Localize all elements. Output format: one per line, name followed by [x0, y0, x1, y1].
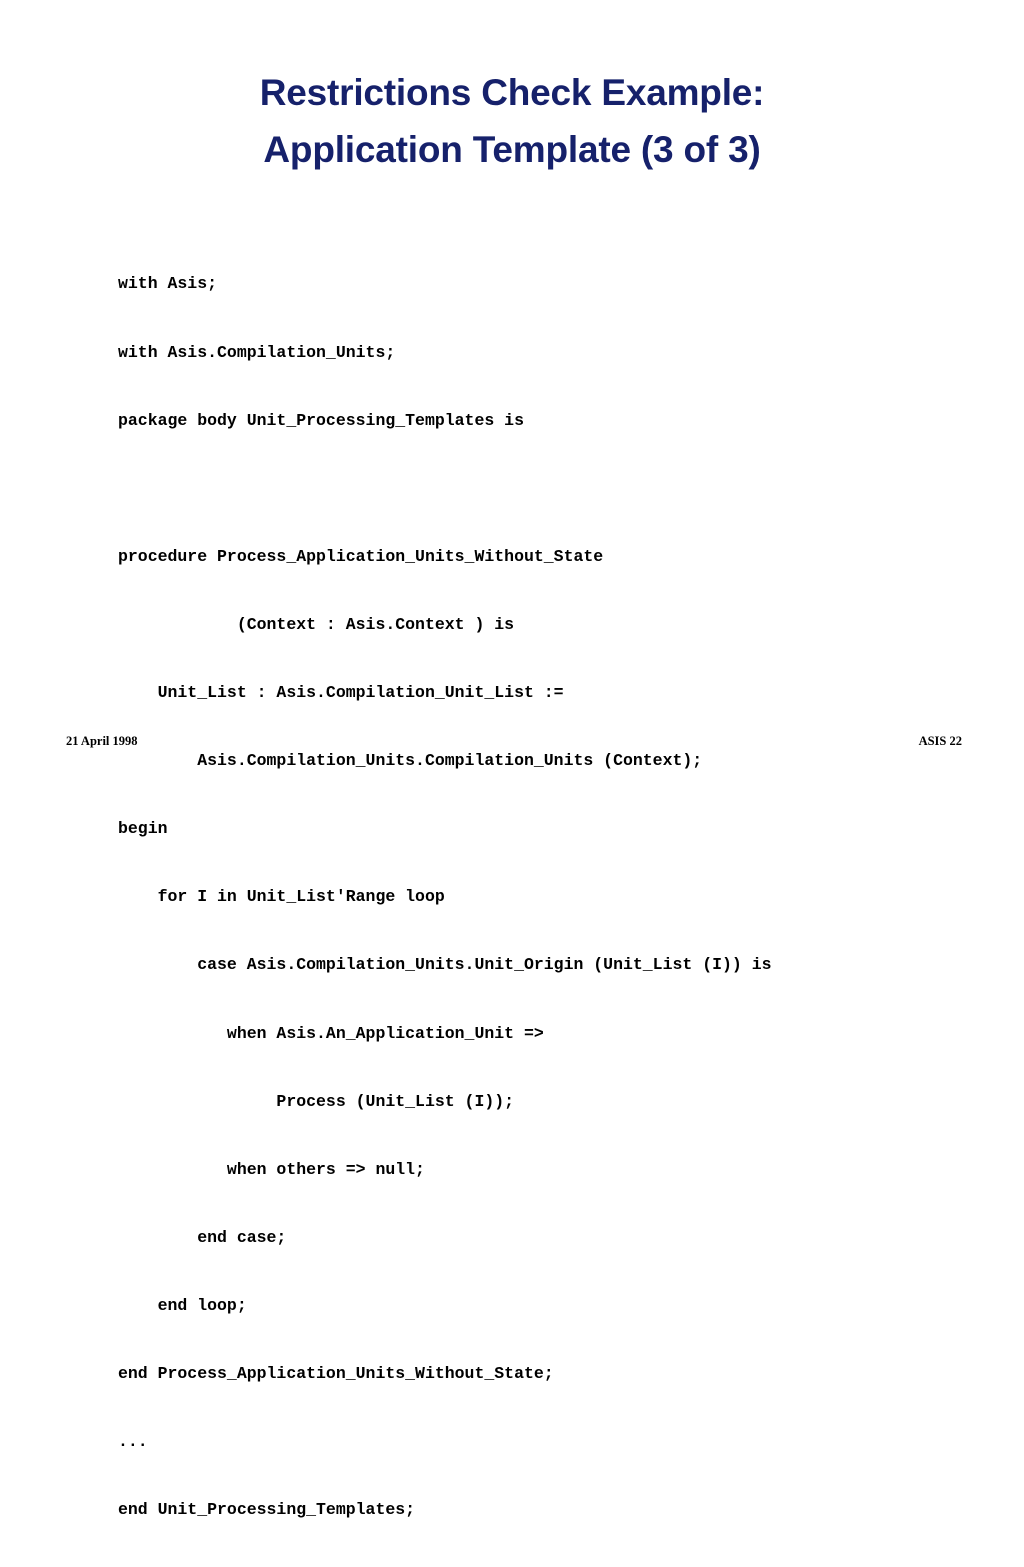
code-line: Unit_List : Asis.Compilation_Unit_List := [118, 683, 564, 703]
code-line: with Asis.Compilation_Units; [118, 342, 396, 362]
code-line: with Asis; [118, 274, 218, 294]
code-line: case Asis.Compilation_Units.Unit_Origin (Unit_List (I)) is [118, 955, 772, 975]
footer-page-number: ASIS 22 [918, 734, 962, 748]
code-line: begin [118, 819, 168, 839]
code-line: procedure Process_Application_Units_Without_State [118, 546, 604, 566]
code-line: when Asis.An_Application_Unit => [118, 1023, 544, 1043]
title-line-1: Restrictions Check Example: [259, 72, 765, 113]
code-line: end loop; [118, 1296, 247, 1316]
code-line: ... [118, 1432, 148, 1452]
code-line: Asis.Compilation_Units.Compilation_Units (Context); [118, 751, 703, 771]
code-line: end Unit_Processing_Templates; [118, 1500, 416, 1520]
code-line: (Context : Asis.Context ) is [118, 614, 515, 634]
code-line: for I in Unit_List'Range loop [118, 887, 445, 907]
page-title [0, 64, 1024, 179]
title-line-2: Application Template (3 of 3) [263, 129, 761, 171]
footer-date: 21 April 1998 [66, 734, 138, 748]
code-line: package body Unit_Processing_Templates is [118, 410, 524, 430]
code-line: end case; [118, 1227, 287, 1247]
code-line: Process (Unit_List (I)); [118, 1091, 515, 1111]
code-line: end Process_Application_Units_Without_State; [118, 1364, 554, 1384]
code-line [118, 478, 772, 501]
code-listing [118, 228, 772, 1567]
code-line: when others => null; [118, 1159, 425, 1179]
slide-footer [0, 719, 1024, 789]
